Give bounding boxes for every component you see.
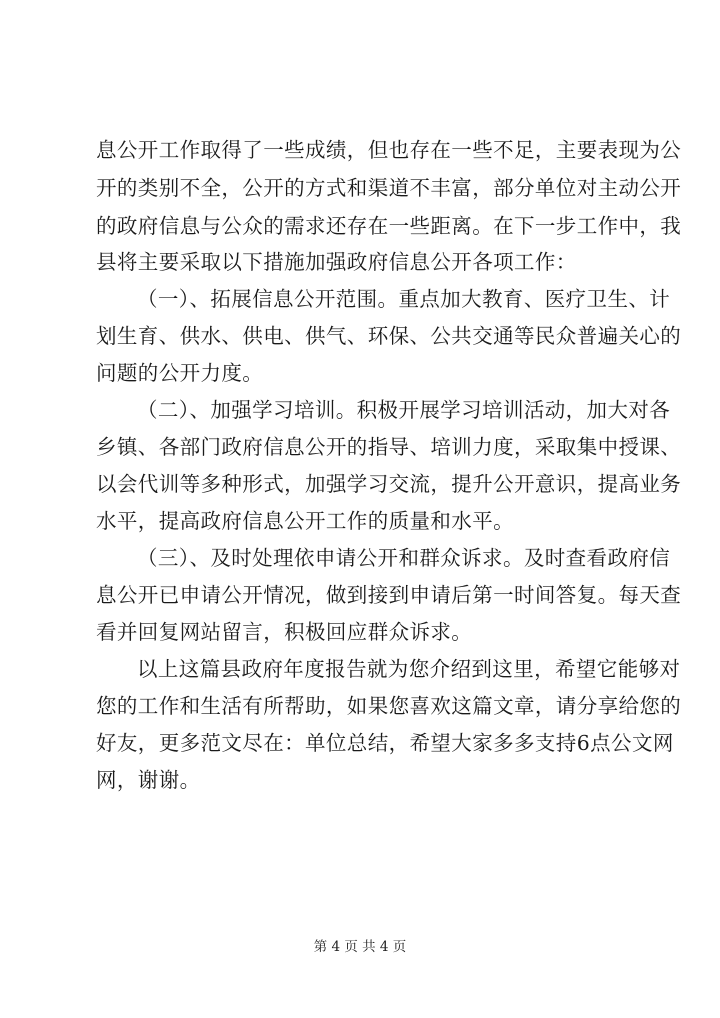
body-line: （一）、拓展信息公开范围。重点加大教育、医疗卫生、计	[137, 287, 671, 311]
body-line: 水平，提高政府信息公开工作的质量和水平。	[96, 509, 514, 533]
body-line: （二）、加强学习培训。积极开展学习培训活动，加大对各	[137, 398, 671, 422]
body-line: 以上这篇县政府年度报告就为您介绍到这里，希望它能够对	[137, 657, 681, 681]
body-line: 息公开已申请公开情况，做到接到申请后第一时间答复。每天查	[96, 583, 682, 607]
body-line: 以会代训等多种形式，加强学习交流，提升公开意识，提高业务	[96, 472, 682, 496]
body-line: （三）、及时处理依申请公开和群众诉求。及时查看政府信	[137, 546, 671, 570]
body-line: 问题的公开力度。	[96, 361, 264, 385]
body-line: 看并回复网站留言，积极回应群众诉求。	[96, 620, 473, 644]
body-line: 您的工作和生活有所帮助，如果您喜欢这篇文章，请分享给您的	[96, 694, 682, 718]
body-line: 息公开工作取得了一些成绩，但也存在一些不足，主要表现为公	[96, 138, 682, 162]
body-line: 网，谢谢。	[96, 768, 201, 792]
body-line: 的政府信息与公众的需求还存在一些距离。在下一步工作中，我	[96, 214, 682, 238]
body-line: 乡镇、各部门政府信息公开的指导、培训力度，采取集中授课、	[96, 435, 682, 459]
body-line: 县将主要采取以下措施加强政府信息公开各项工作：	[96, 250, 577, 274]
body-line: 划生育、供水、供电、供气、环保、公共交通等民众普遍关心的	[96, 324, 682, 348]
body-line: 开的类别不全，公开的方式和渠道不丰富，部分单位对主动公开	[96, 176, 682, 200]
page-number-footer: 第 4 页 共 4 页	[313, 939, 407, 955]
body-line: 好友，更多范文尽在：单位总结，希望大家多多支持6点公文网	[96, 731, 674, 755]
